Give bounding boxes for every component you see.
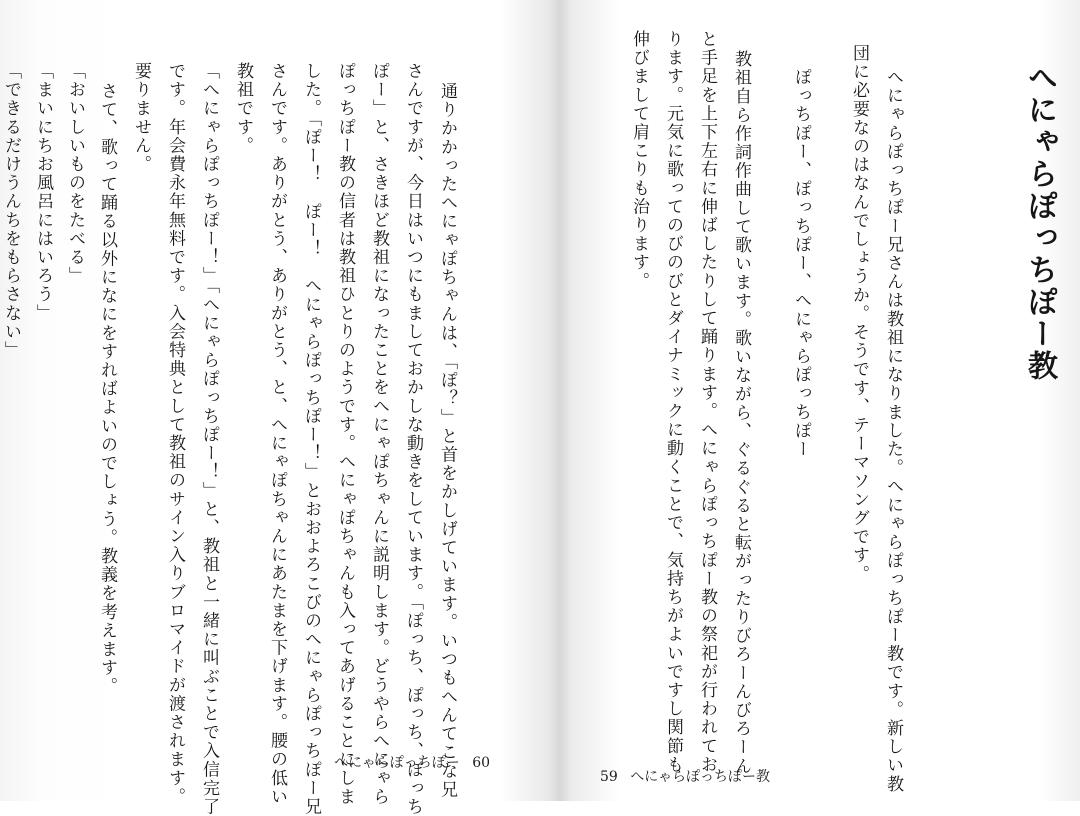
page-number: 59 (600, 769, 618, 785)
text-line: 伸びまして肩こりも治ります。 (629, 30, 649, 291)
text-line: さんです。ありがとう、ありがとう、と、へにゃぽちゃんにあたまを下げます。腰の低い (267, 62, 287, 806)
page-footer (596, 766, 774, 786)
list-item: 「できるだけうんちをもらさない」 (1, 62, 21, 360)
song-lyric: ぽっちぽー、ぽっちぽー、へにゃらぽっちぽー (791, 68, 811, 459)
text-line: ぽっちぽー教の信者は教祖ひとりのようです。へにゃぽちゃんも入ってあげることにしま (335, 62, 355, 806)
text-line: 「へにゃらぽっちぽー！」「へにゃらぽっちぽー！」と、教祖と一緒に叫ぶことで入信完了 (199, 62, 219, 816)
list-item: 「まいにちお風呂にはいろう」 (33, 62, 53, 323)
list-item: 「おいしいものをたべる」 (65, 62, 85, 286)
page-number: 60 (472, 755, 491, 771)
text-line: さて、歌って踊る以外になにをすればよいのでしょう。教義を考えます。 (97, 82, 117, 696)
text-line: した。「ぽー！ ぽー！ へにゃらぽっちぽー！」とおおよろこびのへにゃらぽっちぽー兄 (301, 62, 321, 816)
text-line: ります。元気に歌ってのびのびとダイナミックに動くことで、気持ちがよいですし関節も (663, 30, 683, 774)
text-line: 通りかかったへにゃぽちゃんは、「ぽ？」と首をかしげています。いつもへんてこな兄 (437, 82, 457, 799)
running-head: へにゃらぽっちぽー教 (630, 769, 771, 785)
text-line: 要りません。 (131, 62, 151, 174)
text-line: ぽー」と、さきほど教祖になったことをへにゃぽちゃんに説明します。どうやらへにゃら (369, 62, 389, 806)
text-line: さんですが、今日はいつにもましておかしな動きをしています。「ぽっち、ぽっち、ぽっち (403, 62, 423, 816)
text-line: 教祖です。 (233, 62, 253, 155)
text-line: です。年会費永年無料です。入会特典として教祖のサイン入りブロマイドが渡されます。 (165, 62, 185, 806)
text-line: へにゃらぽっちぽー兄さんは教祖になりました。へにゃらぽっちぽー教です。新しい教 (883, 68, 903, 794)
text-line: と手足を上下左右に伸ばしたりして踊ります。へにゃらぽっちぽー教の祭祀が行われてお (697, 30, 717, 774)
text-line: 団に必要なのはなんでしょうか。そうです、テーマソングです。 (849, 44, 869, 584)
running-head: へにゃらぽっちぽー (334, 755, 460, 771)
right-page (560, 0, 1080, 801)
chapter-title: へにゃらぽっちぽー教 (1022, 62, 1057, 382)
text-line: 教祖自ら作詞作曲して歌います。歌いながら、ぐるぐると転がったりびろーんびろーん (731, 50, 751, 776)
page-footer (330, 752, 494, 772)
